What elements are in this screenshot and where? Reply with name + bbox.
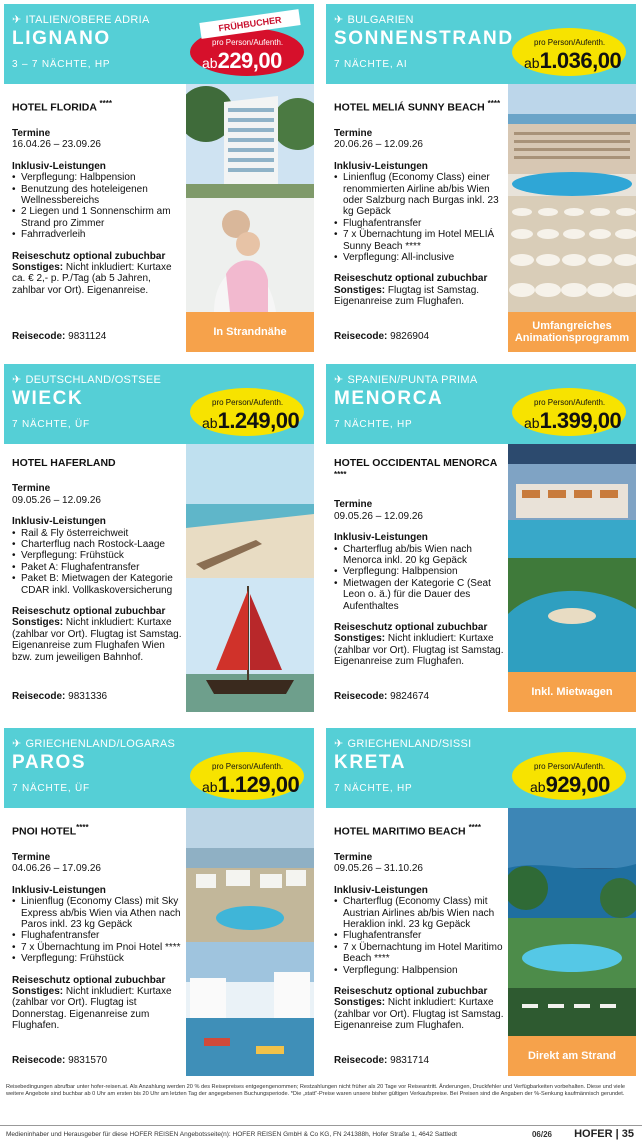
plane-icon: ✈ bbox=[334, 374, 344, 386]
termine-label: Termine bbox=[334, 851, 373, 863]
list-item: • Verpflegung: Halbpension bbox=[12, 172, 184, 183]
offer-card-menorca bbox=[326, 364, 636, 712]
nights-label: 7 NÄCHTE, ÜF bbox=[12, 783, 90, 794]
offer-card-lignano bbox=[4, 4, 314, 352]
plane-icon: ✈ bbox=[12, 738, 22, 750]
region-label: ✈ GRIECHENLAND/SISSI bbox=[334, 737, 472, 750]
inklusiv-label: Inklusiv-Leistungen bbox=[334, 532, 428, 544]
reisecode: Reisecode: 9824674 bbox=[334, 691, 430, 702]
seaside-pool-photo bbox=[508, 808, 636, 1036]
sonstiges-text: Sonstiges: Nicht inkludiert: Kurtaxe (zahlbar vor Ort). Flugtag ist Samstag. Eigenanreise zum Flughafen. bbox=[334, 997, 504, 1032]
region-label: ✈ SPANIEN/PUNTA PRIMA bbox=[334, 373, 478, 386]
inklusiv-label: Inklusiv-Leistungen bbox=[334, 884, 428, 896]
plane-icon: ✈ bbox=[12, 14, 22, 26]
offer-header bbox=[4, 728, 314, 808]
region-label: ✈ GRIECHENLAND/LOGARAS bbox=[12, 737, 176, 750]
issue-number: 06/26 bbox=[531, 1129, 552, 1139]
price-per-label: pro Person/Aufenth. bbox=[534, 762, 606, 771]
hotel-photo bbox=[186, 808, 314, 1076]
price-badge bbox=[190, 12, 308, 78]
price-badge bbox=[512, 12, 630, 78]
destination-title: KRETA bbox=[334, 752, 407, 773]
offer-details bbox=[334, 458, 506, 678]
feature-tag: Umfangreiches Animationsprogramm bbox=[508, 312, 636, 352]
list-item: • Charterflug (Economy Class) mit Austrian Airlines ab/bis Wien nach Heraklion inkl. 23 kg Gepäck bbox=[334, 896, 506, 930]
list-item: • Mietwagen der Kategorie C (Seat Leon o. ä.) für die Dauer des Aufenthaltes bbox=[334, 578, 506, 612]
list-item: • Flughafentransfer bbox=[12, 930, 184, 941]
hotel-photo bbox=[508, 444, 636, 672]
region-label: ✈ ITALIEN/OBERE ADRIA bbox=[12, 13, 150, 26]
list-item: • Benutzung des hoteleigenen Wellnessbereichs bbox=[12, 184, 184, 207]
price-per-label: pro Person/Aufenth. bbox=[534, 398, 606, 407]
price-badge bbox=[512, 736, 630, 802]
list-item: • Flughafentransfer bbox=[334, 218, 506, 229]
hotel-photo bbox=[186, 84, 314, 312]
nights-label: 7 NÄCHTE, HP bbox=[334, 783, 413, 794]
footer-bar bbox=[0, 1125, 642, 1142]
plane-icon: ✈ bbox=[334, 14, 344, 26]
offer-header bbox=[326, 728, 636, 808]
offer-card-sonnenstrand bbox=[326, 4, 636, 352]
sonstiges-text: Sonstiges: Nicht inkludiert: Kurtaxe (zahlbar vor Ort). Flugtag ist Samstag. Eigenanreise zum Flughafen Wien bzw. zum jeweiligen Bahnhof. bbox=[12, 617, 182, 663]
price: ab1.249,00 bbox=[202, 408, 300, 433]
hotel-photo bbox=[508, 808, 636, 1036]
hotel-cove-photo bbox=[508, 444, 636, 672]
termine-value: 04.06.26 – 17.09.26 bbox=[12, 863, 101, 875]
imprint-text: Medieninhaber und Herausgeber für diese HOFER REISEN Angebotsseite(n): HOFER REISEN GmbH & Co KG, FN 241388h, Hofer Straße 1, 4642 Sattledt bbox=[6, 1130, 457, 1138]
region-label: ✈ BULGARIEN bbox=[334, 13, 414, 26]
offer-details bbox=[12, 822, 184, 1042]
list-item: • Verpflegung: Halbpension bbox=[334, 566, 506, 577]
inklusiv-label: Inklusiv-Leistungen bbox=[334, 160, 428, 172]
reiseschutz-label: Reiseschutz optional zubuchbar bbox=[334, 273, 488, 285]
termine-value: 09.05.26 – 12.09.26 bbox=[12, 494, 101, 506]
inclusive-list bbox=[12, 528, 184, 596]
brand-page-number: HOFER | 35 bbox=[574, 1128, 634, 1140]
sonstiges-text: Sonstiges: Flugtag ist Samstag. Eigenanreise zum Flughafen. bbox=[334, 284, 480, 308]
price: ab1.129,00 bbox=[202, 772, 300, 797]
offer-details bbox=[334, 98, 506, 318]
list-item: • Charterflug nach Rostock-Laage bbox=[12, 539, 184, 550]
list-item: • Linienflug (Economy Class) mit Sky Express ab/bis Wien via Athen nach Paros inkl. 23 kg Gepäck bbox=[12, 896, 184, 930]
price-per-label: pro Person/Aufenth. bbox=[212, 398, 284, 407]
list-item: • Verpflegung: Frühstück bbox=[12, 953, 184, 964]
list-item: • Paket A: Flughafentransfer bbox=[12, 562, 184, 573]
nights-label: 7 NÄCHTE, AI bbox=[334, 59, 408, 70]
termine-value: 09.05.26 – 31.10.26 bbox=[334, 863, 423, 875]
termine-label: Termine bbox=[12, 851, 51, 863]
nights-label: 3 – 7 NÄCHTE, HP bbox=[12, 59, 111, 70]
hotel-name: HOTEL OCCIDENTAL MENORCA **** bbox=[334, 457, 497, 480]
reisecode: Reisecode: 9831714 bbox=[334, 1055, 430, 1066]
plane-icon: ✈ bbox=[12, 374, 22, 386]
price: ab1.399,00 bbox=[524, 408, 622, 433]
reiseschutz-label: Reiseschutz optional zubuchbar bbox=[334, 621, 488, 633]
inklusiv-label: Inklusiv-Leistungen bbox=[12, 516, 106, 528]
list-item: • Fahrradverleih bbox=[12, 229, 184, 240]
destination-title: SONNENSTRAND bbox=[334, 28, 514, 49]
offer-card-wieck bbox=[4, 364, 314, 712]
destination-title: WIECK bbox=[12, 388, 84, 409]
price-badge bbox=[512, 372, 630, 438]
fruehbucher-ribbon: FRÜHBUCHER bbox=[199, 9, 300, 39]
list-item: • Verpflegung: Halbpension bbox=[334, 965, 506, 976]
price: ab1.036,00 bbox=[524, 48, 622, 73]
terms-text: Reisebedingungen abrufbar unter hofer-reisen.at. Als Anzahlung werden 20 % des Reisepreises entgegengenommen; Restzahlungen nicht früher als 20 Tage vor Reiseantritt. Änderungen, Druckfehler und Verfügbarkeiten vorbehalten. Diese und viele weitere Angebote sind buchbar ab 0 Uhr am ersten bis 20 Uhr am letzten Tag der angegebenen Buchungsperiode. *Die „statt“-Preise waren unsere bisher gültigen Verkaufspreise. Bei Preisen sind die Angaben der %-Senkung kaufmännisch gerundet. bbox=[6, 1084, 626, 1097]
inclusive-list bbox=[334, 896, 506, 976]
list-item: • 7 x Übernachtung im Pnoi Hotel **** bbox=[12, 942, 184, 953]
hotel-name: HOTEL MELIÁ SUNNY BEACH **** bbox=[334, 99, 501, 114]
termine-value: 16.04.26 – 23.09.26 bbox=[12, 139, 101, 151]
termine-label: Termine bbox=[334, 127, 373, 139]
hotel-photo bbox=[508, 84, 636, 312]
offer-header bbox=[4, 364, 314, 444]
price-per-label: pro Person/Aufenth. bbox=[212, 762, 284, 771]
reiseschutz-label: Reiseschutz optional zubuchbar bbox=[12, 250, 166, 262]
hotel-name: HOTEL MARITIMO BEACH **** bbox=[334, 823, 482, 838]
list-item: • 7 x Übernachtung im Hotel Maritimo Beach **** bbox=[334, 942, 506, 965]
nights-label: 7 NÄCHTE, ÜF bbox=[12, 419, 90, 430]
destination-title: PAROS bbox=[12, 752, 87, 773]
termine-label: Termine bbox=[334, 499, 373, 511]
offer-header bbox=[4, 4, 314, 84]
list-item: • Charterflug ab/bis Wien nach Menorca inkl. 20 kg Gepäck bbox=[334, 544, 506, 567]
sonstiges-text: Sonstiges: Nicht inkludiert: Kurtaxe (zahlbar vor Ort). Flugtag ist Donnerstag. Eigenanreise zum Flughafen. bbox=[12, 985, 172, 1032]
reisecode: Reisecode: 9831124 bbox=[12, 331, 107, 342]
region-label: ✈ DEUTSCHLAND/OSTSEE bbox=[12, 373, 162, 386]
reiseschutz-label: Reiseschutz optional zubuchbar bbox=[334, 985, 488, 997]
inclusive-list bbox=[12, 172, 184, 240]
price-per-label: pro Person/Aufenth. bbox=[534, 38, 606, 47]
reiseschutz-label: Reiseschutz optional zubuchbar bbox=[12, 606, 166, 618]
inclusive-list bbox=[334, 544, 506, 612]
feature-tag: Direkt am Strand bbox=[508, 1036, 636, 1076]
island-village-photo bbox=[186, 808, 314, 1076]
termine-value: 20.06.26 – 12.09.26 bbox=[334, 139, 423, 151]
feature-tag: In Strandnähe bbox=[186, 312, 314, 352]
offer-header bbox=[326, 4, 636, 84]
nights-label: 7 NÄCHTE, HP bbox=[334, 419, 413, 430]
hotel-photo bbox=[186, 444, 314, 712]
list-item: • Paket B: Mietwagen der Kategorie CDAR inkl. Vollkaskoversicherung bbox=[12, 573, 184, 596]
offer-card-paros bbox=[4, 728, 314, 1076]
list-item: • 2 Liegen und 1 Sonnenschirm am Strand pro Zimmer bbox=[12, 206, 184, 229]
hotel-name: PNOI HOTEL**** bbox=[12, 823, 89, 838]
termine-label: Termine bbox=[12, 483, 51, 495]
inclusive-list bbox=[12, 896, 184, 964]
resort-beach-photo bbox=[508, 84, 636, 312]
price-badge bbox=[190, 736, 308, 802]
inklusiv-label: Inklusiv-Leistungen bbox=[12, 160, 106, 172]
offer-details bbox=[12, 98, 184, 306]
termine-value: 09.05.26 – 12.09.26 bbox=[334, 510, 423, 522]
price: ab229,00 bbox=[202, 48, 282, 73]
destination-title: LIGNANO bbox=[12, 28, 111, 49]
offer-card-kreta bbox=[326, 728, 636, 1076]
sonstiges-text: Sonstiges: Nicht inkludiert: Kurtaxe (zahlbar vor Ort). Flugtag ist Samstag. Eigenanreise zum Flughafen. bbox=[334, 633, 504, 668]
inclusive-list bbox=[334, 172, 506, 263]
reiseschutz-label: Reiseschutz optional zubuchbar bbox=[12, 974, 166, 986]
termine-label: Termine bbox=[12, 127, 51, 139]
offer-details bbox=[12, 458, 184, 673]
hotel-building-photo bbox=[186, 84, 314, 312]
list-item: • Rail & Fly österreichweit bbox=[12, 528, 184, 539]
reisecode: Reisecode: 9831570 bbox=[12, 1055, 108, 1066]
reisecode: Reisecode: 9826904 bbox=[334, 331, 430, 342]
list-item: • Verpflegung: Frühstück bbox=[12, 550, 184, 561]
price-badge bbox=[190, 372, 308, 438]
list-item: • Flughafentransfer bbox=[334, 930, 506, 941]
offer-details bbox=[334, 822, 506, 1042]
list-item: • Linienflug (Economy Class) einer renommierten Airline ab/bis Wien oder Salzburg nach Burgas inkl. 23 kg Gepäck bbox=[334, 172, 506, 218]
destination-title: MENORCA bbox=[334, 388, 444, 409]
hotel-name: HOTEL HAFERLAND bbox=[12, 457, 116, 469]
price-per-label: pro Person/Aufenth. bbox=[212, 38, 284, 47]
offer-header bbox=[326, 364, 636, 444]
feature-tag: Inkl. Mietwagen bbox=[508, 672, 636, 712]
hotel-name: HOTEL FLORIDA **** bbox=[12, 99, 112, 114]
reisecode: Reisecode: 9831336 bbox=[12, 691, 108, 702]
beach-sailboat-photo bbox=[186, 444, 314, 712]
inklusiv-label: Inklusiv-Leistungen bbox=[12, 884, 106, 896]
list-item: • 7 x Übernachtung im Hotel MELIÁ Sunny Beach **** bbox=[334, 229, 506, 252]
price: ab929,00 bbox=[530, 772, 610, 797]
sonstiges-text: Sonstiges: Nicht inkludiert: Kurtaxe ca. € 2,- p. P./Tag (ab 5 Jahren, zahlbar vor Ort). Eigenanreise. bbox=[12, 261, 172, 296]
plane-icon: ✈ bbox=[334, 738, 344, 750]
list-item: • Verpflegung: All-inclusive bbox=[334, 252, 506, 263]
